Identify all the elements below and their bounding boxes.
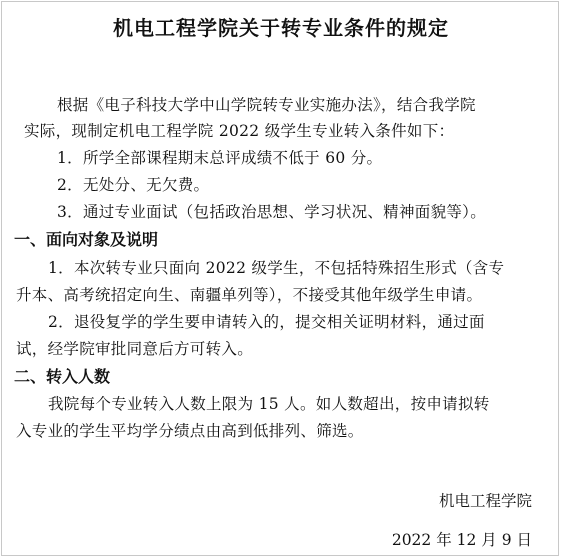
document-title: 机电工程学院关于转专业条件的规定 xyxy=(113,16,449,40)
section-2-line-2: 入专业的学生平均学分绩点由高到低排列、筛选。 xyxy=(16,422,364,440)
section-1-heading: 一、面向对象及说明 xyxy=(14,230,159,249)
section-2-line-1: 我院每个专业转入人数上限为 15 人。如人数超出，按申请拟转 xyxy=(48,395,490,413)
condition-1: 1．所学全部课程期末总评成绩不低于 60 分。 xyxy=(57,149,383,167)
section-2-heading: 二、转入人数 xyxy=(14,367,111,386)
signature-org: 机电工程学院 xyxy=(438,492,532,510)
section-1-line-4: 试，经学院审批同意后方可转入。 xyxy=(16,340,254,358)
section-1-line-1: 1．本次转专业只面向 2022 级学生，不包括特殊招生形式（含专 xyxy=(48,259,505,277)
section-1-line-3: 2．退役复学的学生要申请转入的，提交相关证明材料，通过面 xyxy=(48,313,485,331)
section-1-line-2: 升本、高考统招定向生、南疆单列等），不接受其他年级学生申请。 xyxy=(16,286,483,304)
signature-date: 2022 年 12 月 9 日 xyxy=(391,531,532,549)
condition-2: 2．无处分、无欠费。 xyxy=(57,176,210,194)
condition-3: 3．通过专业面试（包括政治思想、学习状况、精神面貌等）。 xyxy=(57,203,487,221)
intro-line-1: 根据《电子科技大学中山学院转专业实施办法》，结合我学院 xyxy=(57,96,476,114)
intro-line-2: 实际，现制定机电工程学院 2022 级学生专业转入条件如下： xyxy=(24,122,455,140)
page-frame xyxy=(1,1,559,556)
